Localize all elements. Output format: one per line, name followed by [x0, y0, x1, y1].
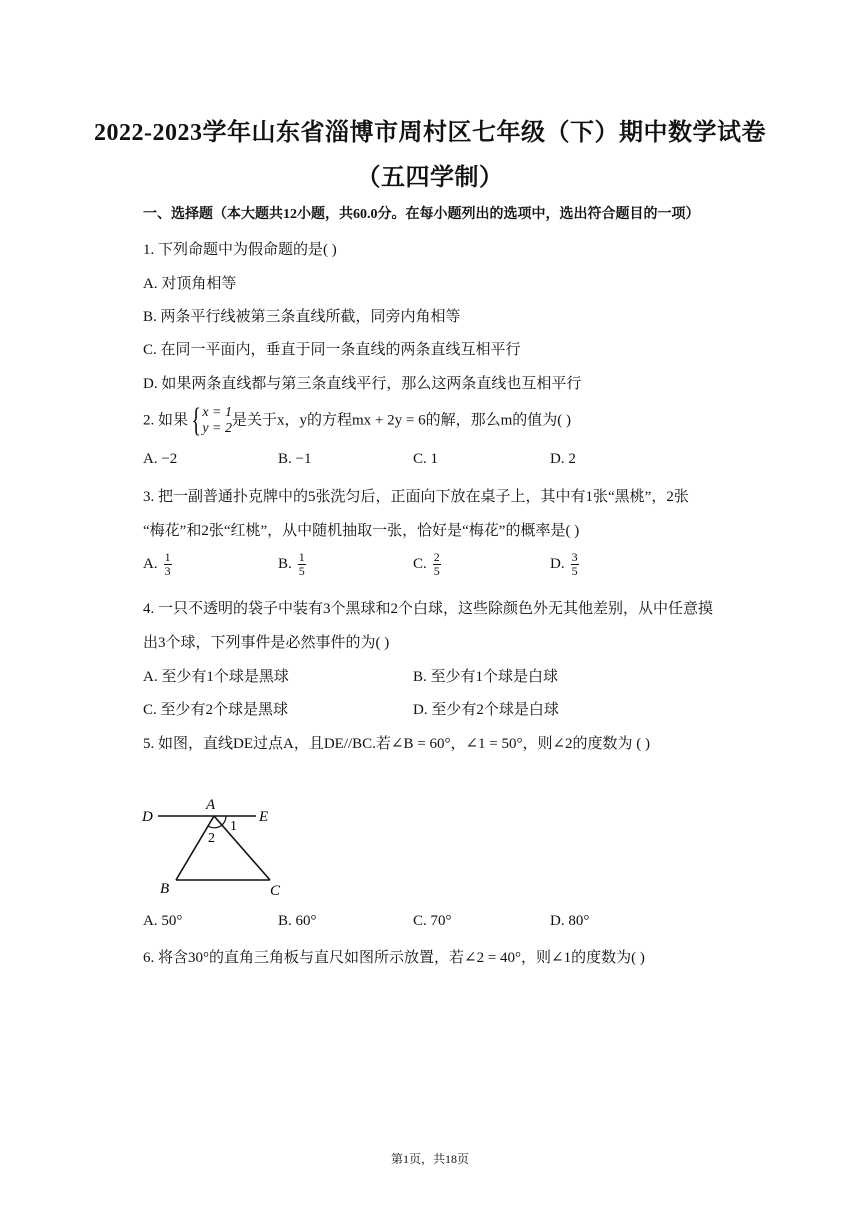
question-2-option-b: B. −1: [278, 451, 312, 467]
fraction: $\frac{1}{3}$: [164, 550, 171, 578]
parallel-lines-triangle-figure: [138, 792, 288, 902]
equation-2: y = 2: [202, 421, 233, 436]
title-line-1: 2022-2023学年山东省淄博市周村区七年级（下）期中数学试卷: [94, 120, 766, 146]
question-3-option-b: [278, 551, 306, 578]
question-2-option-d: D. 2: [550, 451, 576, 467]
label-c: C: [270, 883, 281, 899]
question-5-option-d: D. 80°: [550, 913, 590, 929]
question-4-option-b: B. 至少有1个球是白球: [413, 669, 559, 685]
question-3-option-c: [413, 551, 441, 578]
question-3-option-d: [550, 551, 579, 578]
fraction: $\frac{3}{5}$: [571, 550, 578, 578]
option-label: B.: [278, 555, 292, 572]
question-1-option-d: D. 如果两条直线都与第三条直线平行，那么这两条直线也互相平行: [143, 376, 582, 392]
question-2-prefix: 2. 如果: [143, 412, 189, 429]
equation-system: [188, 404, 232, 438]
option-label: A.: [143, 555, 158, 572]
question-4-option-d: D. 至少有2个球是白球: [413, 702, 559, 718]
question-1-stem: 1. 下列命题中为假命题的是( ): [143, 242, 337, 258]
section-heading: 一、选择题（本大题共12小题，共60.0分。在每小题列出的选项中，选出符合题目的一项）: [143, 207, 700, 222]
question-1-option-a: A. 对顶角相等: [143, 276, 237, 292]
segment-ac: [214, 816, 270, 880]
question-4-option-a: A. 至少有1个球是黑球: [143, 669, 289, 685]
question-5-option-b: B. 60°: [278, 913, 317, 929]
question-2-stem: [143, 404, 571, 438]
angle-2-arc: [208, 825, 222, 828]
question-2-suffix: 是关于x，y的方程mx + 2y = 6的解，那么m的值为( ): [232, 412, 572, 429]
question-5-option-a: A. 50°: [143, 913, 183, 929]
option-label: D.: [550, 555, 565, 572]
label-a: A: [206, 797, 216, 813]
label-d: D: [142, 809, 153, 825]
option-label: C.: [413, 555, 427, 572]
fraction: $\frac{1}{5}$: [298, 550, 305, 578]
question-2-option-a: A. −2: [143, 451, 178, 467]
label-1: 1: [230, 819, 237, 834]
question-3-option-a: [143, 551, 172, 578]
label-e: E: [259, 809, 269, 825]
question-4-line-2: 出3个球，下列事件是必然事件的为( ): [143, 635, 390, 651]
equation-1: x = 1: [202, 405, 233, 420]
title-line-2: （五四学制）: [356, 165, 504, 191]
question-5-option-c: C. 70°: [413, 913, 452, 929]
page-footer: 第1页，共18页: [390, 1152, 469, 1166]
question-3-line-1: 3. 把一副普通扑克牌中的5张洗匀后，正面向下放在桌子上，其中有1张“黑桃”，2张: [143, 489, 689, 505]
question-4-line-1: 4. 一只不透明的袋子中装有3个黑球和2个白球，这些除颜色外无其他差别，从中任意摸: [143, 601, 714, 617]
question-5-stem: 5. 如图，直线DE过点A，且DE//BC.若∠B = 60°，∠1 = 50°，则∠2的度数为 ( ): [143, 736, 651, 752]
question-6-stem: 6. 将含30°的直角三角板与直尺如图所示放置，若∠2 = 40°，则∠1的度数为( ): [143, 950, 645, 966]
question-3-line-2: “梅花”和2张“红桃”，从中随机抽取一张，恰好是“梅花”的概率是( ): [143, 523, 580, 539]
question-4-option-c: C. 至少有2个球是黑球: [143, 702, 289, 718]
label-b: B: [160, 881, 170, 897]
label-2: 2: [208, 831, 215, 846]
question-1-option-c: C. 在同一平面内，垂直于同一条直线的两条直线互相平行: [143, 342, 521, 358]
angle-1-arc: [222, 816, 226, 825]
brace-symbol: {: [191, 402, 202, 439]
question-2-option-c: C. 1: [413, 451, 439, 467]
question-1-option-b: B. 两条平行线被第三条直线所截，同旁内角相等: [143, 309, 461, 325]
fraction: $\frac{2}{5}$: [433, 550, 440, 578]
